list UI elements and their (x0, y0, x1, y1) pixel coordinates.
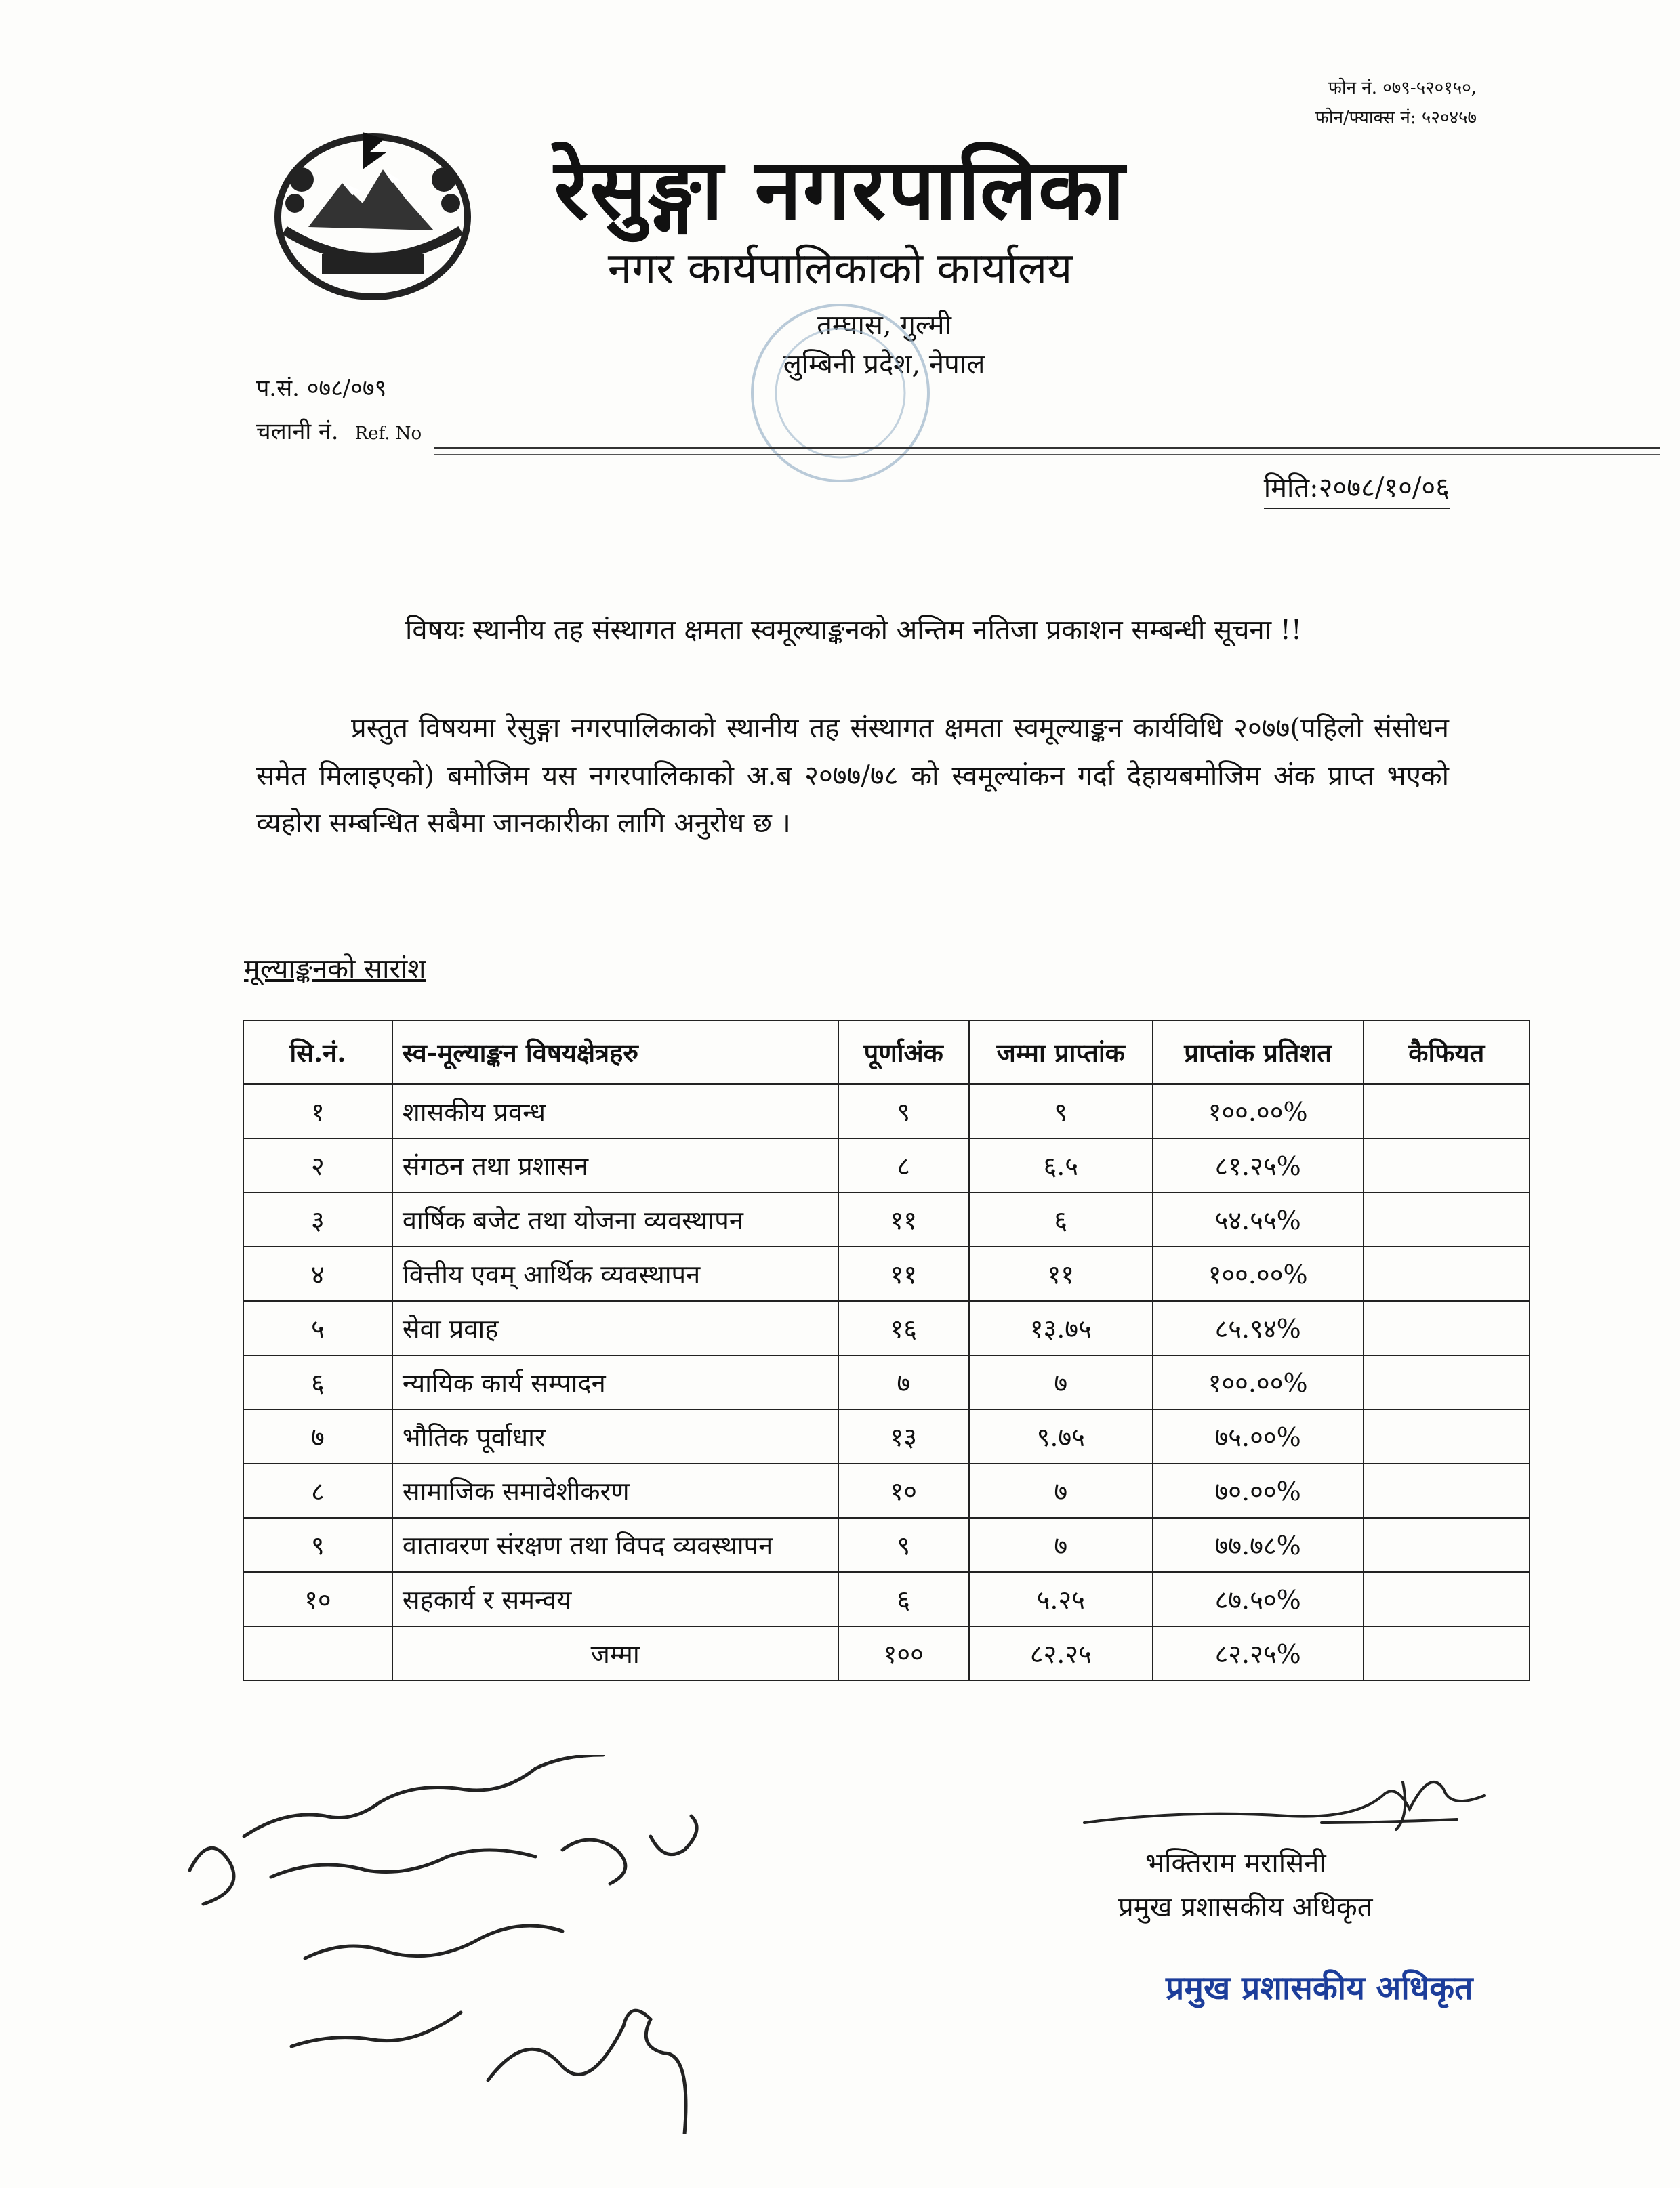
row-area: भौतिक पूर्वाधार (392, 1409, 838, 1464)
municipality-name: रेसुङ्गा नगरपालिका (554, 140, 1126, 239)
letter-subject: विषयः स्थानीय तह संस्थागत क्षमता स्वमूल्याङ्कनको अन्तिम नतिजा प्रकाशन सम्बन्धी सूचना !! (405, 615, 1302, 646)
table-row (243, 1572, 1530, 1626)
chalani-label: चलानी नं. (256, 418, 339, 445)
row-full-marks: ७ (838, 1355, 969, 1409)
row-obtained: ९.७५ (969, 1409, 1153, 1464)
assessment-table (243, 1020, 1530, 1681)
row-obtained: १३.७५ (969, 1301, 1153, 1355)
table-header-row (243, 1020, 1530, 1084)
col-header-obtained: जम्मा प्राप्तांक (969, 1020, 1153, 1084)
header-divider-thin (434, 454, 1660, 455)
total-full-marks: १०० (838, 1626, 969, 1680)
row-remarks (1364, 1409, 1530, 1464)
row-sn: ७ (243, 1409, 392, 1464)
row-sn: १० (243, 1572, 392, 1626)
table-row (243, 1193, 1530, 1247)
table-row (243, 1138, 1530, 1193)
total-label: जम्मा (392, 1626, 838, 1680)
row-area: न्यायिक कार्य सम्पादन (392, 1355, 838, 1409)
row-obtained: ७ (969, 1464, 1153, 1518)
row-percent: ८१.२५% (1153, 1138, 1364, 1193)
handwritten-note-icon (183, 1755, 861, 2134)
officer-title: प्रमुख प्रशासकीय अधिकृत (1118, 1892, 1373, 1923)
row-remarks (1364, 1193, 1530, 1247)
header-divider (434, 447, 1660, 449)
row-remarks (1364, 1464, 1530, 1518)
row-obtained: ९ (969, 1084, 1153, 1138)
row-full-marks: ६ (838, 1572, 969, 1626)
row-percent: ७०.००% (1153, 1464, 1364, 1518)
table-row (243, 1409, 1530, 1464)
table-row (243, 1355, 1530, 1409)
row-area: सहकार्य र समन्वय (392, 1572, 838, 1626)
row-sn: ९ (243, 1518, 392, 1572)
row-obtained: ६.५ (969, 1138, 1153, 1193)
summary-heading: मूल्याङ्कनको सारांश (244, 953, 426, 985)
row-percent: १००.००% (1153, 1084, 1364, 1138)
letter-body: प्रस्तुत विषयमा रेसुङ्गा नगरपालिकाको स्थानीय तह संस्थागत क्षमता स्वमूल्याङ्कन कार्यविधि २०७७(पहिलो संसोधन समेत मिलाइएको) बमोजिम यस नगरपालिकाको अ.ब २०७७/७८ को स्वमूल्यांकन गर्दा देहायबमोजिम अंक प्राप्त भएको व्यहोरा सम्बन्धित सबैमा जानकारीका लागि अनुरोध छ । (256, 713, 1449, 839)
row-full-marks: ९ (838, 1518, 969, 1572)
col-header-sn: सि.नं. (243, 1020, 392, 1084)
row-sn: ४ (243, 1247, 392, 1301)
total-remarks (1364, 1626, 1530, 1680)
row-percent: ५४.५५% (1153, 1193, 1364, 1247)
total-obtained: ८२.२५ (969, 1626, 1153, 1680)
row-sn: २ (243, 1138, 392, 1193)
row-percent: ८५.९४% (1153, 1301, 1364, 1355)
row-area: वित्तीय एवम् आर्थिक व्यवस्थापन (392, 1247, 838, 1301)
row-obtained: ७ (969, 1355, 1153, 1409)
row-remarks (1364, 1247, 1530, 1301)
row-obtained: ११ (969, 1247, 1153, 1301)
total-percent: ८२.२५% (1153, 1626, 1364, 1680)
row-full-marks: ११ (838, 1193, 969, 1247)
officer-signature-icon (1078, 1769, 1498, 1843)
contact-block (1315, 73, 1477, 133)
total-empty-cell (243, 1626, 392, 1680)
row-percent: १००.००% (1153, 1355, 1364, 1409)
row-area: वातावरण संरक्षण तथा विपद व्यवस्थापन (392, 1518, 838, 1572)
ref-no-label: Ref. No (354, 424, 422, 444)
row-percent: १००.००% (1153, 1247, 1364, 1301)
row-remarks (1364, 1138, 1530, 1193)
row-full-marks: १३ (838, 1409, 969, 1464)
row-full-marks: ११ (838, 1247, 969, 1301)
table-row (243, 1247, 1530, 1301)
table-total-row (243, 1626, 1530, 1680)
letter-date: मिति:२०७८/१०/०६ (1264, 468, 1450, 509)
col-header-full-marks: पूर्णाअंक (838, 1020, 969, 1084)
row-remarks (1364, 1355, 1530, 1409)
row-sn: ३ (243, 1193, 392, 1247)
row-full-marks: १६ (838, 1301, 969, 1355)
row-remarks (1364, 1084, 1530, 1138)
table-row (243, 1518, 1530, 1572)
col-header-percent: प्राप्तांक प्रतिशत (1153, 1020, 1364, 1084)
row-area: संगठन तथा प्रशासन (392, 1138, 838, 1193)
row-percent: ८७.५०% (1153, 1572, 1364, 1626)
fax-number: फोन/फ्याक्स नं: ५२०४५७ (1315, 108, 1477, 128)
row-sn: १ (243, 1084, 392, 1138)
address-line-2: लुम्बिनी प्रदेश, नेपाल (783, 349, 985, 380)
row-obtained: ५.२५ (969, 1572, 1153, 1626)
row-area: शासकीय प्रवन्ध (392, 1084, 838, 1138)
row-percent: ७५.००% (1153, 1409, 1364, 1464)
row-full-marks: १० (838, 1464, 969, 1518)
address-line-1: तम्घास, गुल्मी (817, 310, 951, 341)
row-full-marks: ९ (838, 1084, 969, 1138)
row-remarks (1364, 1301, 1530, 1355)
row-obtained: ६ (969, 1193, 1153, 1247)
col-header-area: स्व-मूल्याङ्कन विषयक्षेत्रहरु (392, 1020, 838, 1084)
row-area: सामाजिक समावेशीकरण (392, 1464, 838, 1518)
table-row (243, 1464, 1530, 1518)
phone-number: फोन नं. ०७९-५२०१५०, (1328, 78, 1477, 98)
officer-name: भक्तिराम मरासिनी (1145, 1848, 1326, 1879)
table-row (243, 1301, 1530, 1355)
row-area: वार्षिक बजेट तथा योजना व्यवस्थापन (392, 1193, 838, 1247)
row-remarks (1364, 1572, 1530, 1626)
col-header-remarks: कैफियत (1364, 1020, 1530, 1084)
row-sn: ८ (243, 1464, 392, 1518)
row-remarks (1364, 1518, 1530, 1572)
office-name: नगर कार्यपालिकाको कार्यालय (607, 244, 1073, 294)
row-area: सेवा प्रवाह (392, 1301, 838, 1355)
row-full-marks: ८ (838, 1138, 969, 1193)
row-percent: ७७.७८% (1153, 1518, 1364, 1572)
fiscal-year-ref: प.सं. ०७८/०७९ (256, 375, 387, 402)
office-stamp-icon (739, 291, 942, 495)
row-sn: ६ (243, 1355, 392, 1409)
row-obtained: ७ (969, 1518, 1153, 1572)
row-sn: ५ (243, 1301, 392, 1355)
officer-title-stamp: प्रमुख प्रशासकीय अधिकृत (1166, 1969, 1473, 2007)
table-row (243, 1084, 1530, 1138)
dispatch-number (256, 415, 422, 446)
